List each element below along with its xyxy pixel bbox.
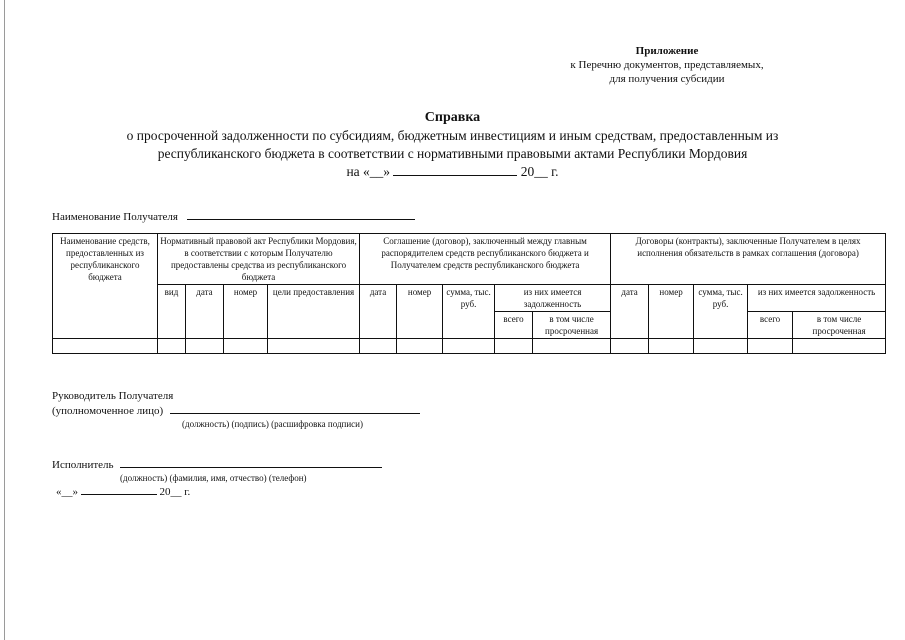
header-agreement-number: номер xyxy=(397,285,443,339)
recipient-blank-line xyxy=(187,209,415,220)
header-contract-sum: сумма, тыс. руб. xyxy=(694,285,748,339)
head-signature-block xyxy=(52,390,420,430)
document-title: Справка xyxy=(424,110,481,125)
header-agreement-date: дата xyxy=(360,285,397,339)
header-agreement-debt-overdue: в том числе просроченная xyxy=(533,312,611,339)
executor-block xyxy=(52,457,382,499)
page-edge-line xyxy=(4,0,5,640)
document-date-line xyxy=(60,163,845,181)
header-funds-name: Наименование средств, предоставленных из республиканского бюджета xyxy=(53,234,158,339)
table-cell[interactable] xyxy=(158,339,186,354)
header-agreement: Соглашение (договор), заключенный между главным распорядителем средств республиканского бюджета и Получателем средств республиканского бюджета xyxy=(360,234,611,285)
date-prefix: на «__» xyxy=(346,164,391,179)
table-cell[interactable] xyxy=(397,339,443,354)
executor-date-blank-line xyxy=(81,484,157,495)
table-row xyxy=(53,339,886,354)
head-signature-hint: (должность) (подпись) (расшифровка подписи) xyxy=(182,419,363,429)
executor-date-line xyxy=(52,484,382,499)
header-act-date: дата xyxy=(186,285,224,339)
head-label-row xyxy=(52,403,420,418)
table-cell[interactable] xyxy=(793,339,886,354)
head-label-line-1: Руководитель Получателя xyxy=(52,390,174,402)
appendix-line-2: для получения субсидии xyxy=(609,73,725,85)
recipient-label: Наименование Получателя xyxy=(52,211,178,223)
table-cell[interactable] xyxy=(360,339,397,354)
table-cell[interactable] xyxy=(611,339,649,354)
appendix-line-1: к Перечню документов, представляемых, xyxy=(570,59,764,71)
header-agreement-debt-total: всего xyxy=(495,312,533,339)
executor-date-year: 20__ г. xyxy=(159,486,191,498)
header-act-purpose: цели предоставления xyxy=(268,285,360,339)
header-contract-debt-total: всего xyxy=(748,312,793,339)
table-cell[interactable] xyxy=(694,339,748,354)
table-cell[interactable] xyxy=(533,339,611,354)
executor-hint: (должность) (фамилия, имя, отчество) (телефон) xyxy=(120,473,307,483)
executor-row xyxy=(52,457,382,472)
table-cell[interactable] xyxy=(224,339,268,354)
executor-blank-line xyxy=(120,457,382,468)
table-cell[interactable] xyxy=(53,339,158,354)
header-agreement-sum: сумма, тыс. руб. xyxy=(443,285,495,339)
table-cell[interactable] xyxy=(443,339,495,354)
header-contract-debt-overdue: в том числе просроченная xyxy=(793,312,886,339)
header-contract-date: дата xyxy=(611,285,649,339)
recipient-field xyxy=(52,209,415,223)
header-agreement-debt: из них имеется задолженность xyxy=(495,285,611,312)
table-cell[interactable] xyxy=(748,339,793,354)
debt-table xyxy=(52,233,886,354)
date-blank-line xyxy=(393,165,517,176)
header-legal-act: Нормативный правовой акт Республики Мордовия, в соответствии с которым Получателю предоставлены средства из республиканского бюджета xyxy=(158,234,360,285)
table-cell[interactable] xyxy=(495,339,533,354)
appendix-title: Приложение xyxy=(635,45,699,57)
document-subtitle-line-1: о просроченной задолженности по субсидиям, бюджетным инвестициям и иным средствам, предоставленным из xyxy=(126,128,779,143)
head-label-line-2: (уполномоченное лицо) xyxy=(52,405,164,417)
executor-label: Исполнитель xyxy=(52,459,114,471)
document-heading xyxy=(60,109,845,181)
appendix-block xyxy=(517,44,817,86)
table-cell[interactable] xyxy=(186,339,224,354)
executor-date-prefix: «__» xyxy=(56,486,78,498)
date-year: 20__ г. xyxy=(520,164,559,179)
header-contracts: Договоры (контракты), заключенные Получателем в целях исполнения обязательств в рамках соглашения (договора) xyxy=(611,234,886,285)
header-act-number: номер xyxy=(224,285,268,339)
table-cell[interactable] xyxy=(649,339,694,354)
table-cell[interactable] xyxy=(268,339,360,354)
document-subtitle-line-2: республиканского бюджета в соответствии с нормативными правовыми актами Республики Мордовия xyxy=(157,146,748,161)
header-contract-number: номер xyxy=(649,285,694,339)
header-act-type: вид xyxy=(158,285,186,339)
head-signature-blank-line xyxy=(170,403,420,414)
header-contract-debt: из них имеется задолженность xyxy=(748,285,886,312)
